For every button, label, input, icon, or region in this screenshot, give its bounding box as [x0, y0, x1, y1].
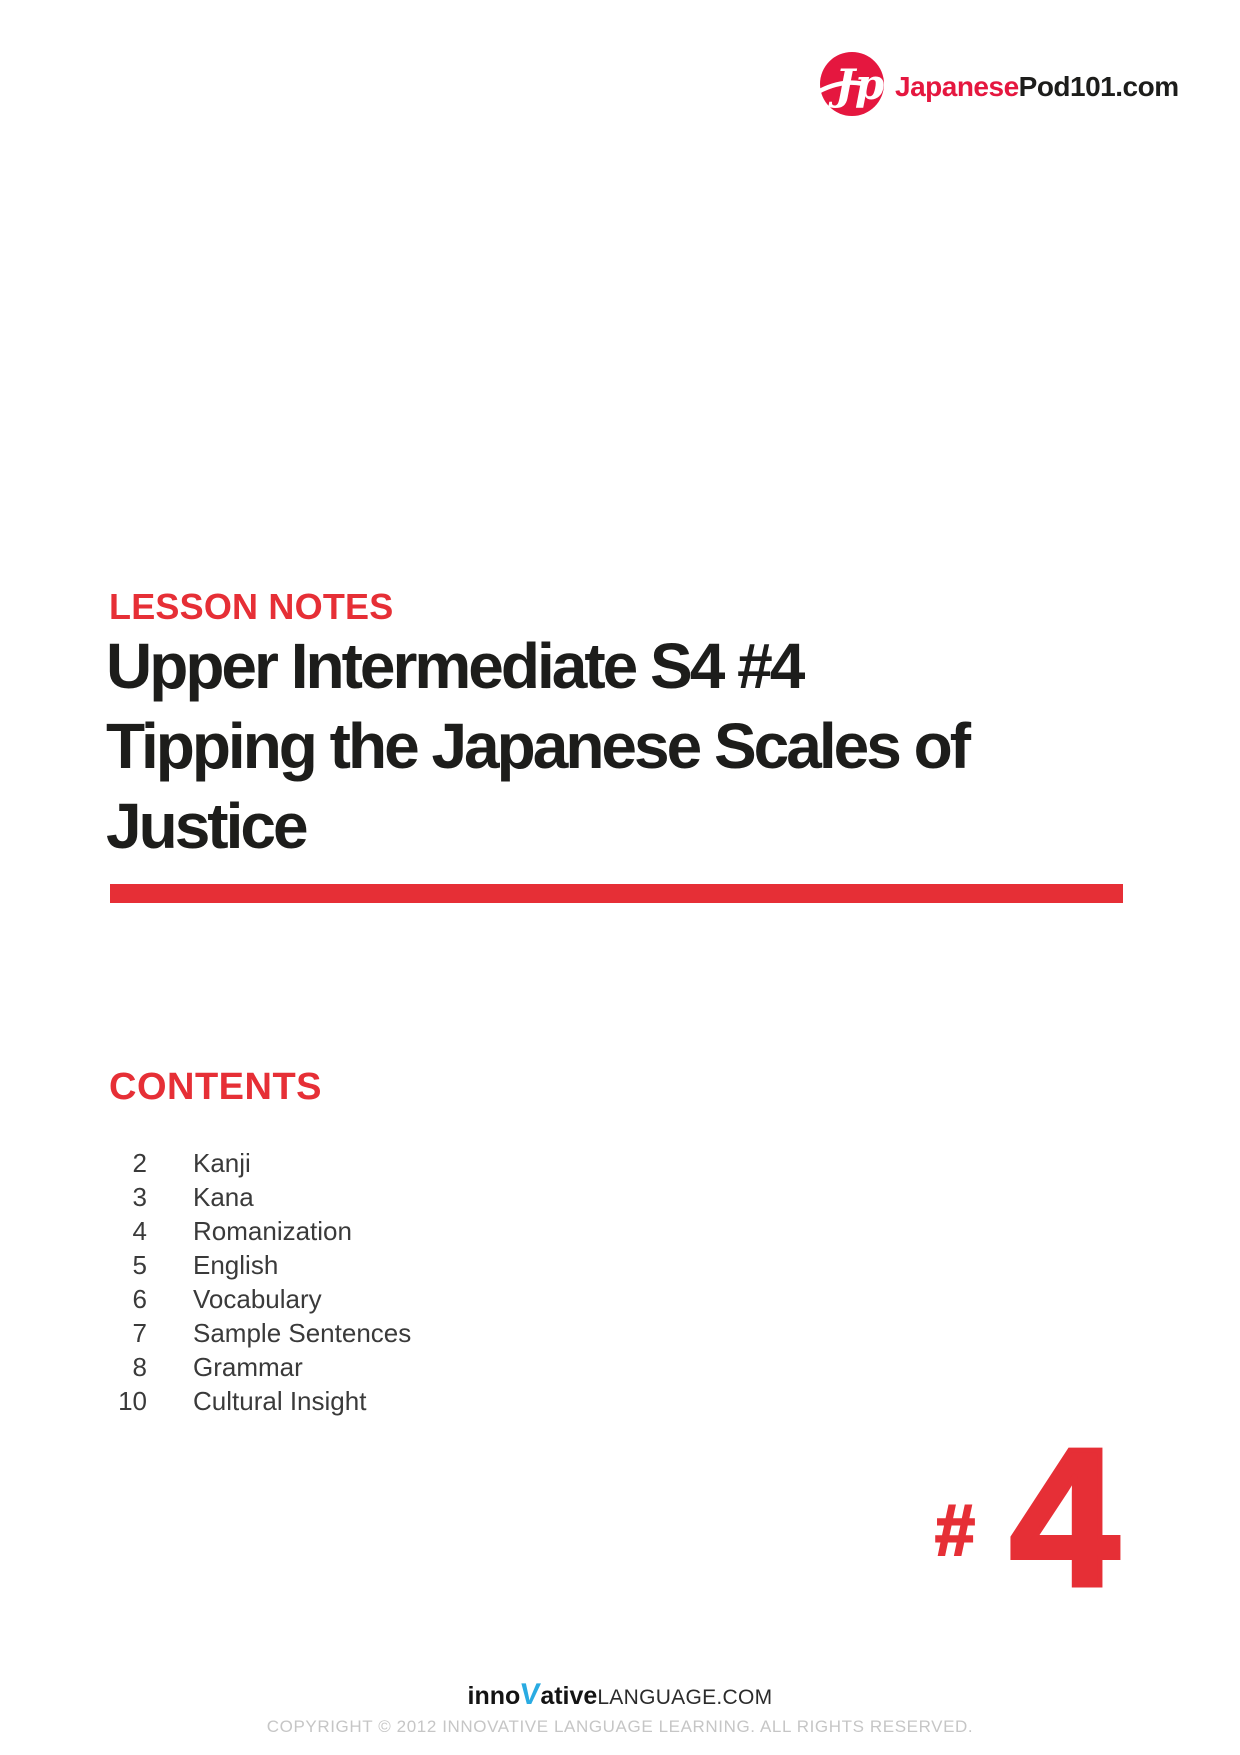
toc-label: Romanization [193, 1216, 352, 1246]
footer-logo-checkmark-v: V [518, 1678, 543, 1711]
toc-page-number: 3 [132, 1182, 147, 1212]
toc-label: Cultural Insight [193, 1386, 367, 1416]
toc-page-number: 2 [132, 1148, 147, 1178]
toc-label: Sample Sentences [193, 1318, 412, 1348]
japanesepod101-logo [820, 52, 1179, 121]
toc-label: Vocabulary [193, 1284, 322, 1314]
footer-logo-inno: inno [467, 1682, 521, 1710]
lesson-title-line-3: Justice [106, 790, 306, 862]
toc-page-number: 4 [132, 1216, 147, 1246]
toc-page-number: 10 [118, 1386, 147, 1416]
contents-list [105, 1146, 411, 1418]
logo-wordmark [895, 71, 1179, 103]
toc-row-grammar [105, 1350, 411, 1384]
jp-monogram-icon [820, 52, 884, 121]
logo-text-japanese: Japanese [895, 70, 1019, 102]
toc-page-number: 8 [132, 1352, 147, 1382]
footer-logo-ative: ative [540, 1682, 598, 1710]
lesson-notes-kicker: LESSON NOTES [109, 586, 394, 627]
toc-page-number: 6 [132, 1284, 147, 1314]
logo-text-pod101com: Pod101.com [1018, 70, 1179, 102]
toc-row-vocabulary [105, 1282, 411, 1316]
copyright-line: COPYRIGHT © 2012 INNOVATIVE LANGUAGE LEARNING. ALL RIGHTS RESERVED. [266, 1717, 974, 1736]
innovative-language-logo [0, 1678, 1240, 1712]
footer-logo-dotcom: .COM [716, 1686, 773, 1709]
issue-hash-symbol: # [934, 1491, 975, 1571]
toc-label: Kanji [193, 1148, 251, 1178]
toc-row-kana [105, 1180, 411, 1214]
footer-logo-language: LANGUAGE [597, 1686, 717, 1709]
lesson-title [106, 626, 1136, 866]
toc-row-sample-sentences [105, 1316, 411, 1350]
svg-text:Jp: Jp [835, 60, 884, 109]
toc-row-cultural-insight [105, 1384, 411, 1418]
contents-heading: CONTENTS [109, 1066, 322, 1108]
toc-row-english [105, 1248, 411, 1282]
toc-label: English [193, 1250, 279, 1280]
toc-label: Kana [193, 1182, 254, 1212]
lesson-title-line-1: Upper Intermediate S4 #4 [106, 630, 803, 702]
toc-row-kanji [105, 1146, 411, 1180]
toc-row-romanization [105, 1214, 411, 1248]
issue-digit: 4 [1009, 1408, 1119, 1627]
issue-number [934, 1408, 1119, 1627]
lesson-title-line-2: Tipping the Japanese Scales of [106, 710, 968, 782]
toc-page-number: 7 [132, 1318, 147, 1348]
toc-label: Grammar [193, 1352, 303, 1382]
toc-page-number: 5 [132, 1250, 147, 1280]
red-divider-bar [110, 884, 1123, 903]
